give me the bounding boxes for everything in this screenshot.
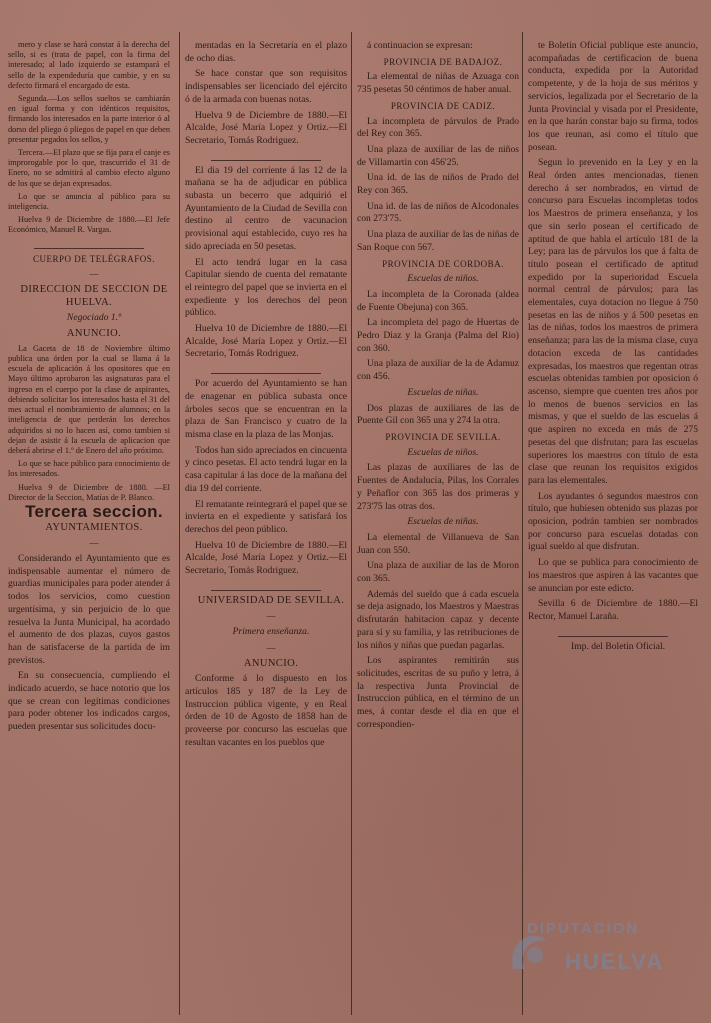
section-title: Tercera seccion. [25, 501, 163, 521]
paragraph: La elemental de Villanueva de San Juan con 550. [357, 531, 519, 556]
paragraph: Dos plazas de auxiliares de las de Puente Gil con 365 una y 274 la otra. [357, 402, 519, 427]
notice-title: ANUNCIO. [66, 328, 122, 340]
separator-rule [558, 636, 668, 637]
paragraph: Huelva 10 de Diciembre de 1880.—El Alcalde, José María Lopez y Ortiz.—El Secretario, Tomás Rodriguez. [185, 323, 347, 360]
divider-dash: — [266, 611, 276, 622]
paragraph: Todos han sido apreciados en cincuenta y cinco pesetas. El acto tendrá lugar en la casa capitular á las doce de la mañana del dia 19 del corriente. [185, 444, 347, 494]
subheader: Escuelas de niñas. [407, 386, 479, 398]
section-header: DIRECCION DE SECCION DE HUELVA. [20, 284, 168, 308]
paragraph: Huelva 9 de Diciembre de 1880.—El Alcalde, José María Lopez y Ortiz.—El Secretario, Tomás Rodriguez. [185, 109, 347, 146]
paragraph: á continuacion se expresan: [367, 40, 473, 51]
paragraph: Lo que se publica para conocimiento de los maestros que aspiren á las vacantes que se anuncian por este edicto. [528, 557, 698, 594]
divider-dash: — [266, 642, 276, 653]
province-header: PROVINCIA DE CADIZ. [390, 100, 496, 111]
paragraph: Los aspirantes remitirán sus solicitudes, escritas de su puño y letra, á la respectiva Junta Provincial de Instruccion pública, en el término de un mes, á contar desde el dia en que el correspondien- [357, 655, 519, 730]
paragraph: En su consecuencia, cumpliendo el indicado acuerdo, se hace notorio que los que se crean con legítimas condiciones para poder obtener los indicados cargos, pueden presentar sus solicitudes docu- [8, 670, 170, 733]
separator-rule [34, 248, 144, 249]
subheader: Escuelas de niños. [407, 446, 479, 458]
paragraph: El rematante reintegrará el papel que se invierta en el expediente y satisfará los derechos del peon público. [185, 498, 347, 535]
paragraph: La elemental de niñas de Azuaga con 735 pesetas 50 céntimos de haber anual. [357, 71, 519, 96]
subheader: Primera enseñanza. [232, 626, 310, 638]
archive-watermark [505, 915, 695, 985]
paragraph: Una plaza de auxiliar de las de Moron con 365. [357, 560, 519, 585]
paragraph: La incompleta de la Coronada (aldea de Fuente Obejuna) con 365. [357, 288, 519, 313]
paragraph: El acto tendrá lugar en la casa Capitular siendo de cuenta del rematante el reintegro del papel que se invierta en el expediente y los derechos del peon público. [185, 256, 347, 319]
paragraph: Huelva 10 de Diciembre de 1880.—El Alcalde, José María Lopez y Ortiz.—El Secretario, Tomás Rodriguez. [185, 539, 347, 577]
watermark-text: DIPUTACION [527, 920, 640, 937]
paragraph: Segun lo prevenido en la Ley y en la Real órden antes mencionadas, tienen derecho á ser nombrados, en virtud de concurso para Escuelas incompletas todos los Maestros de primera enseñanza, y los que sin serlo posean el certificado de aptitud de que habla el artículo 181 de la Ley; para las de párvulos los que á falta de título posean el certificado de aptitud expedido por la superioridad Escuela normal central de párvulos; para las elementales, cuya dotacion no llegue á 750 pesetas en las de niños y á 500 pesetas en las de niñas, todos los maestros de primera enseñanza; para las de la misma clase, cuya dotacion exceda de las cantidades expresadas, los maestros que regentan otras escuelas obtenidas tambien por oposicion ó ascenso, siempre que cuenten tres años por lo menos de buenos servicios en las mismas, y que el sueldo de las escuelas á que aspiren no exceda en más de 275 pesetas del que disfrutan; para las escuelas superiores los maestros con título de esta clase que reunan los requisitos exigidos para las elementales. [528, 157, 698, 486]
column-rule [179, 32, 180, 1015]
divider-dash: — [89, 269, 99, 280]
watermark-text: HUELVA [565, 949, 665, 974]
section-header: UNIVERSIDAD DE SEVILLA. [197, 594, 345, 606]
paragraph: te Boletin Oficial publique este anuncio, acompañadas de certificacion de buena conducta, expedida por la Autoridad competente, y de la hoja de sus méritos y servicios, legalizada por el Secretario de la Junta Provincial y visada por el Presidente, en la que harán constar bajo su firma, todos los que reunan, así como el título que posean. [528, 40, 698, 153]
paragraph: La Gaceta de 18 de Noviembre último publica una órden por la cual se llama á la escuela de aplicación á los opositores que en Mayo último aprobaron las asignaturas para el ingreso en el cuerpo por la clase de aspirantes, debiendo solicitar los interesados hasta el 31 del mes actual el nombramiento de alumnos; en la inteligencia de que perderán los derechos adquiridos si no lo hacen así, como tambien si dejan de asistir á la escuela de aplicacion que deberá abrirse el 1.º de Enero del año próximo. [8, 343, 170, 455]
paragraph: mero y clase se hará constar á la derecha del sello, si es (trata de papel, con la firma del interesado; al lado izquierdo se estampará el sello de la expendeduría que cambie, y en su defecto firmará el encargado de esta. [8, 40, 170, 90]
province-header: PROVINCIA DE SEVILLA. [385, 431, 501, 442]
separator-rule [211, 160, 321, 161]
column-2 [185, 40, 347, 752]
paragraph: Una id. de las de niños de Alcodonales con 273'75. [357, 200, 519, 225]
paragraph: Una plaza de auxiliar de las de niñas de San Roque con 567. [357, 229, 519, 253]
column-1 [8, 40, 170, 737]
paragraph: La incompleta de párvulos de Prado del Rey con 365. [357, 115, 519, 140]
province-header: PROVINCIA DE CORDOBA. [382, 258, 504, 269]
column-rule [522, 32, 523, 1015]
paragraph: Segunda.—Los sellos sueltos se cambiarán en igual forma y con idénticos requisitos, firmando los interesados en la parte interior ó al dorso del pliego ó pliegos de papel en que deben presentar pegados los sellos, y [8, 94, 170, 144]
paragraph: Se hace constar que son requisitos indispensables ser licenciado del ejército ó de la armada con buenas notas. [185, 68, 347, 105]
paragraph: Sevilla 6 de Diciembre de 1880.—El Rector, Manuel Laraña. [528, 598, 698, 622]
paragraph: Además del sueldo que á cada escuela se deja asignado, los Maestros y Maestras disfrutarán habitacion capaz y decente para sí y su familia, y las retribuciones de los niños y niñas que puedan pagarlas. [357, 588, 519, 651]
column-rule [351, 32, 352, 1015]
imprint-line: Imp. del Boletin Oficial. [570, 640, 666, 652]
section-header: AYUNTAMIENTOS. [45, 521, 143, 533]
column-3 [357, 40, 519, 734]
separator-rule [211, 373, 321, 374]
subheader: Escuelas de niñas. [407, 516, 479, 528]
paragraph: Huelva 9 de Diciembre de 1880. —El Director de la Seccion, Matías de P. Blanco. [8, 482, 170, 502]
paragraph: Por acuerdo del Ayuntamiento se han de enagenar en pública subasta once árboles secos que se encuentran en la plaza de San Francisco y cuatro de la misma clase en la plaza de las Monjas. [185, 378, 347, 440]
paragraph: Una plaza de auxiliar de la de Adamuz con 456. [357, 358, 519, 383]
section-header: CUERPO DE TELÉGRAFOS. [32, 253, 156, 264]
separator-rule [211, 590, 321, 591]
paragraph: Las plazas de auxiliares de las de Fuentes de Andalucía, Pilas, los Corrales y Peñaflor con 365 las dos primeras y 273'75 las otras dos. [357, 462, 519, 512]
paragraph: Lo que se anuncia al público para su inteligencia. [8, 191, 170, 212]
paragraph: El dia 19 del corriente á las 12 de la mañana se ha de adjudicar en pública subasta un becerro que adquirió el Ayuntamiento de la Ciudad de Sevilla con destino al centro de vacunacion provisional aquí establecido, cuyo res ha sido apreciada en 50 pesetas. [185, 164, 347, 252]
paragraph: Lo que se hace público para conocimiento de los interesados. [8, 459, 170, 479]
divider-dash: — [89, 538, 99, 549]
paragraph: Los ayudantes ó segundos maestros con título, que hubiesen obtenido sus plazas por oposicion, podrán tambien ser nombrados por concurso para escuelas dotadas con igual sueldo al que disfrutan. [528, 490, 698, 553]
paragraph: La incompleta del pago de Huertas de Pedro Diaz y la Granja (Palma del Rio) con 360. [357, 317, 519, 354]
paragraph: Considerando el Ayuntamiento que es indispensable aumentar el número de guardias municipales para poder atender á todos los servicios, como cuestion urgentísima, y sin perjuicio de lo que resuelva la Junta Municipal, ha acordado el aumento de dos plazas, cuyos gastos han de satisfacerse de la partida de im previstos. [8, 553, 170, 666]
subheader: Negociado 1.º [66, 312, 122, 324]
paragraph: Una plaza de auxiliar de las de niños de Villamartin con 456'25. [357, 143, 519, 168]
column-4 [528, 40, 698, 656]
notice-title: ANUNCIO. [243, 657, 299, 669]
paragraph: Una id. de las de niños de Prado del Rey con 365. [357, 172, 519, 197]
paragraph: Tercera.—El plazo que se fija para el canje es improrogable por lo que, trascurrido el 31 de Enero, no se admitirá al cambio efecto alguno de los que se dejan expresados. [8, 148, 170, 188]
paragraph: Conforme á lo dispuesto en los artículos 185 y 187 de la Ley de Instruccion pública vigente, y en Real órden de 10 de Agosto de 1858 han de proveerse por concurso las escuelas que resultan vacantes en los pueblos que [185, 673, 347, 748]
paragraph: mentadas en la Secretaría en el plazo de ocho dias. [185, 40, 347, 64]
province-header: PROVINCIA DE BADAJOZ. [383, 56, 503, 67]
subheader: Escuelas de niños. [407, 273, 479, 285]
paragraph: Huelva 9 de Diciembre de 1880.—El Jefe Económico, Manuel R. Vargas. [8, 215, 170, 235]
